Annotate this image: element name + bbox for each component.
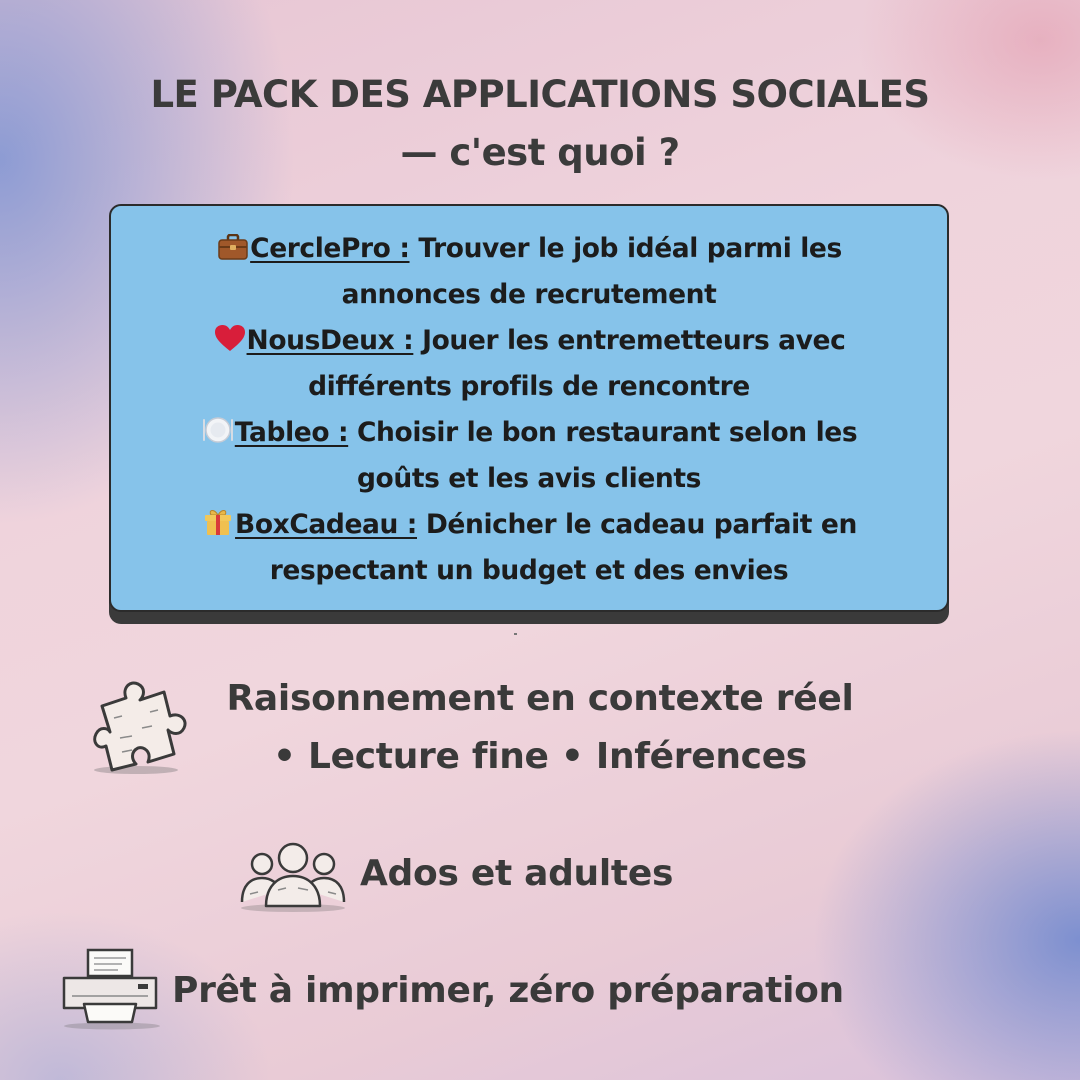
heart-icon xyxy=(213,318,247,364)
stray-dot xyxy=(514,633,517,635)
app-description: Dénicher le cadeau parfait en xyxy=(417,509,857,540)
feature-audience: Ados et adultes xyxy=(360,853,674,894)
feature-reasoning-line-2: • Lecture fine • Inférences xyxy=(273,736,807,777)
puzzle-icon xyxy=(92,672,192,780)
people-icon xyxy=(238,838,348,918)
app-description: Trouver le job idéal parmi les xyxy=(409,233,842,264)
feature-ready-to-print: Prêt à imprimer, zéro préparation xyxy=(172,970,844,1011)
plate-icon xyxy=(201,410,235,456)
page-title xyxy=(0,66,1080,182)
apps-card xyxy=(109,204,949,612)
app-item-boxcadeau xyxy=(111,502,947,548)
feature-reasoning-line-1: Raisonnement en contexte réel xyxy=(226,678,854,719)
title-line-2: — c'est quoi ? xyxy=(400,131,680,174)
app-description: Choisir le bon restaurant selon les xyxy=(348,417,858,448)
app-name: CerclePro : xyxy=(250,233,410,264)
app-item-nousdeux xyxy=(111,318,947,364)
app-name: NousDeux : xyxy=(246,325,414,356)
app-name: Tableo : xyxy=(234,417,349,448)
app-name: BoxCadeau : xyxy=(235,509,417,540)
app-description-cont: annonces de recrutement xyxy=(341,279,717,310)
app-description: Jouer les entremetteurs avec xyxy=(413,325,846,356)
app-item-tableo xyxy=(111,410,947,456)
app-description-cont: goûts et les avis clients xyxy=(356,463,702,494)
app-description-cont: différents profils de rencontre xyxy=(308,371,750,402)
app-item-cerclepro xyxy=(111,226,947,272)
printer-icon xyxy=(58,946,162,1034)
briefcase-icon xyxy=(216,226,250,272)
feature-reasoning xyxy=(180,670,900,786)
title-line-1: LE PACK DES APPLICATIONS SOCIALES xyxy=(150,73,930,116)
app-description-cont: respectant un budget et des envies xyxy=(269,555,789,586)
gift-icon xyxy=(201,502,235,548)
